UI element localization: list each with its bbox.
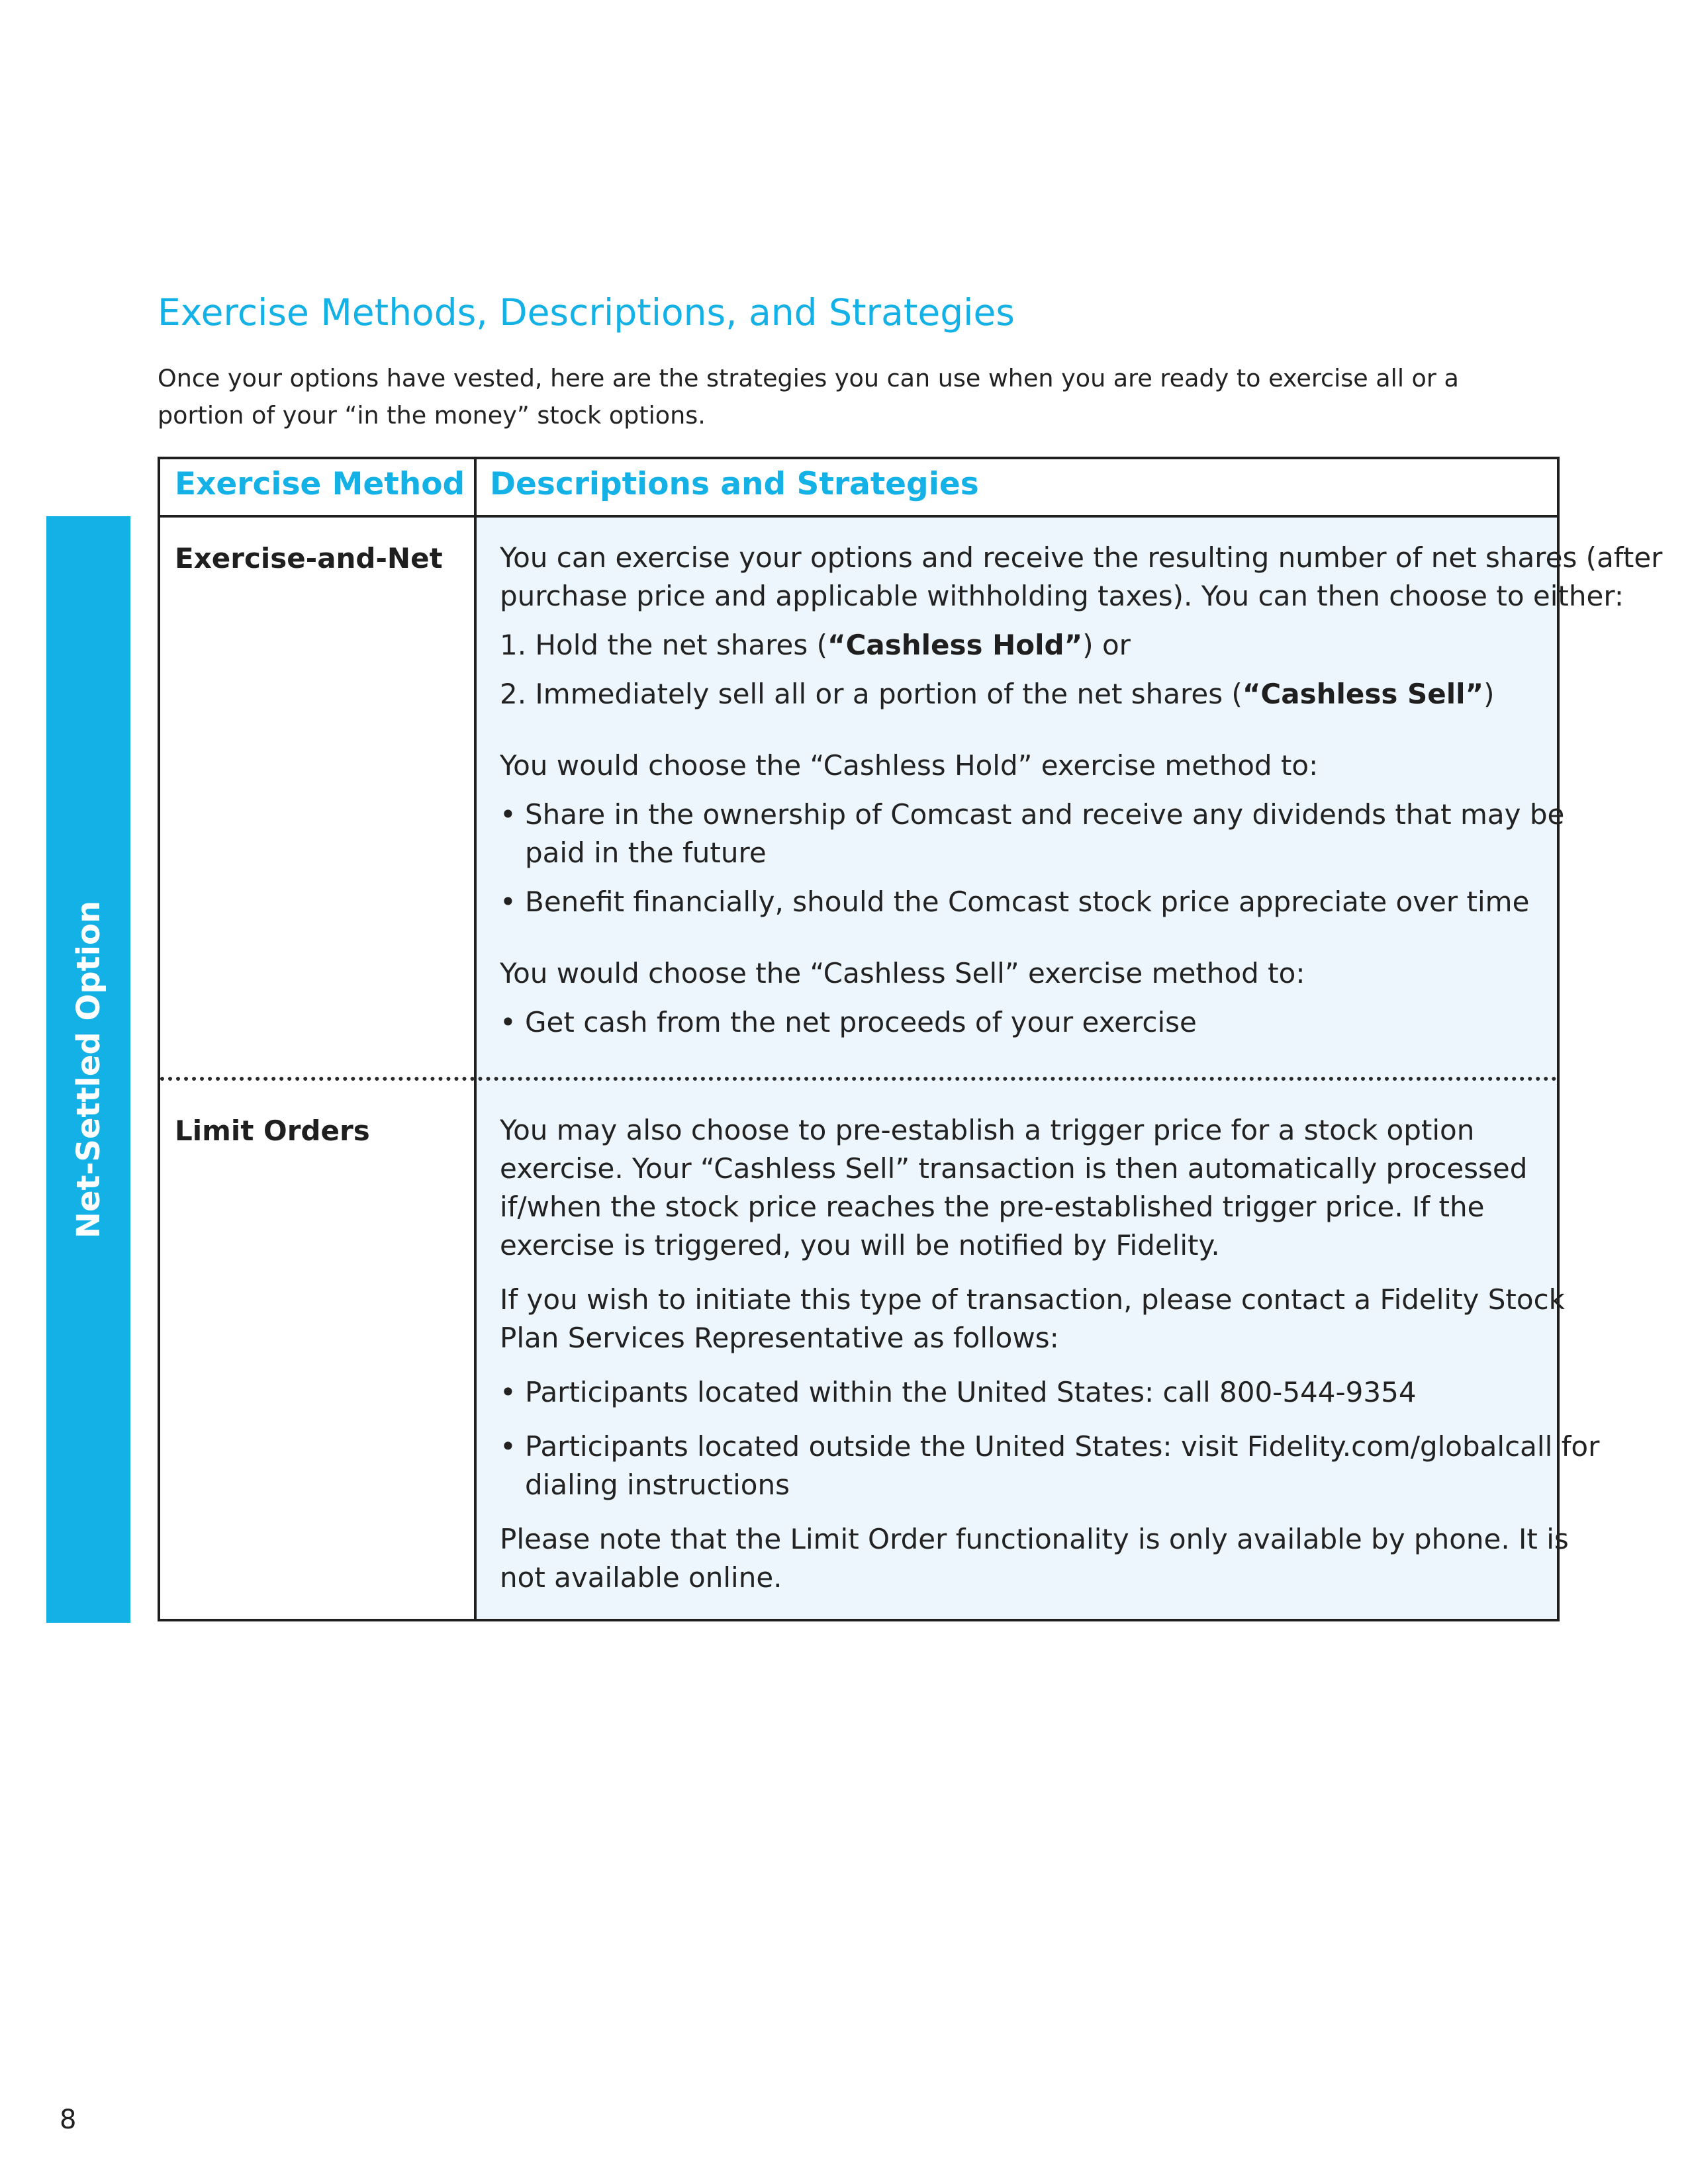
description-line: not available online. xyxy=(500,1561,782,1594)
option-text: ) xyxy=(1483,678,1495,710)
option-term: “Cashless Hold” xyxy=(827,629,1083,661)
description-line: Please note that the Limit Order functionality is only available by phone. It is xyxy=(500,1523,1569,1555)
page-title: Exercise Methods, Descriptions, and Strategies xyxy=(158,291,1015,334)
bullet-marker: • xyxy=(500,1430,516,1463)
option-cashless-hold xyxy=(500,626,1546,664)
list-item-continuation: paid in the future xyxy=(525,837,767,869)
list-item-continuation: dialing instructions xyxy=(525,1469,790,1501)
header-exercise-method: Exercise Method xyxy=(175,466,465,502)
hold-heading: You would choose the “Cashless Hold” exercise method to: xyxy=(500,749,1319,782)
list-item: • Benefit financially, should the Comcast stock price appreciate over time xyxy=(500,883,1546,921)
header-rule xyxy=(160,515,1557,518)
method-limit-orders: Limit Orders xyxy=(175,1115,370,1147)
bullet-marker: • xyxy=(500,1006,516,1038)
option-text: 1. Hold the net shares ( xyxy=(500,629,827,661)
description-line: You can exercise your options and receive the resulting number of net shares (after xyxy=(500,541,1663,574)
bullet-marker: • xyxy=(500,798,516,831)
intro-paragraph xyxy=(158,360,1515,434)
list-item: • Participants located outside the United States: visit Fidelity.com/globalcall for xyxy=(500,1428,1546,1466)
option-term: “Cashless Sell” xyxy=(1242,678,1484,710)
section-side-tab xyxy=(46,516,130,1623)
row-divider-dotted xyxy=(160,1077,1557,1081)
bullet-marker: • xyxy=(500,886,516,918)
description-limit-orders xyxy=(500,1111,1600,1597)
side-tab-label: Net-Settled Option xyxy=(70,900,107,1239)
description-line: If you wish to initiate this type of transaction, please contact a Fidelity Stock xyxy=(500,1283,1565,1316)
list-item: • Participants located within the United States: call 800-544-9354 xyxy=(500,1373,1546,1412)
option-text: 2. Immediately sell all or a portion of the net shares ( xyxy=(500,678,1243,710)
column-divider xyxy=(474,459,477,1619)
option-text: ) or xyxy=(1082,629,1131,661)
description-exercise-and-net xyxy=(500,539,1663,1042)
list-item: • Get cash from the net proceeds of your exercise xyxy=(500,1003,1546,1042)
header-descriptions: Descriptions and Strategies xyxy=(490,466,979,502)
description-line: You may also choose to pre-establish a trigger price for a stock option xyxy=(500,1114,1475,1146)
description-line: exercise. Your “Cashless Sell” transaction is then automatically processed xyxy=(500,1152,1528,1185)
intro-line: Once your options have vested, here are the strategies you can use when you are ready to exercise all or a xyxy=(158,364,1459,392)
bullet-marker: • xyxy=(500,1376,516,1408)
description-line: exercise is triggered, you will be notified by Fidelity. xyxy=(500,1229,1220,1261)
list-item: • Share in the ownership of Comcast and receive any dividends that may be xyxy=(500,796,1546,834)
option-cashless-sell xyxy=(500,675,1546,713)
description-line: if/when the stock price reaches the pre-established trigger price. If the xyxy=(500,1191,1485,1223)
method-exercise-and-net: Exercise-and-Net xyxy=(175,542,443,574)
description-line: purchase price and applicable withholding taxes). You can then choose to either: xyxy=(500,580,1624,612)
page-number: 8 xyxy=(60,2105,77,2135)
description-line: Plan Services Representative as follows: xyxy=(500,1322,1059,1354)
sell-heading: You would choose the “Cashless Sell” exercise method to: xyxy=(500,957,1305,989)
intro-line: portion of your “in the money” stock options. xyxy=(158,401,706,430)
exercise-methods-table xyxy=(158,457,1663,1621)
